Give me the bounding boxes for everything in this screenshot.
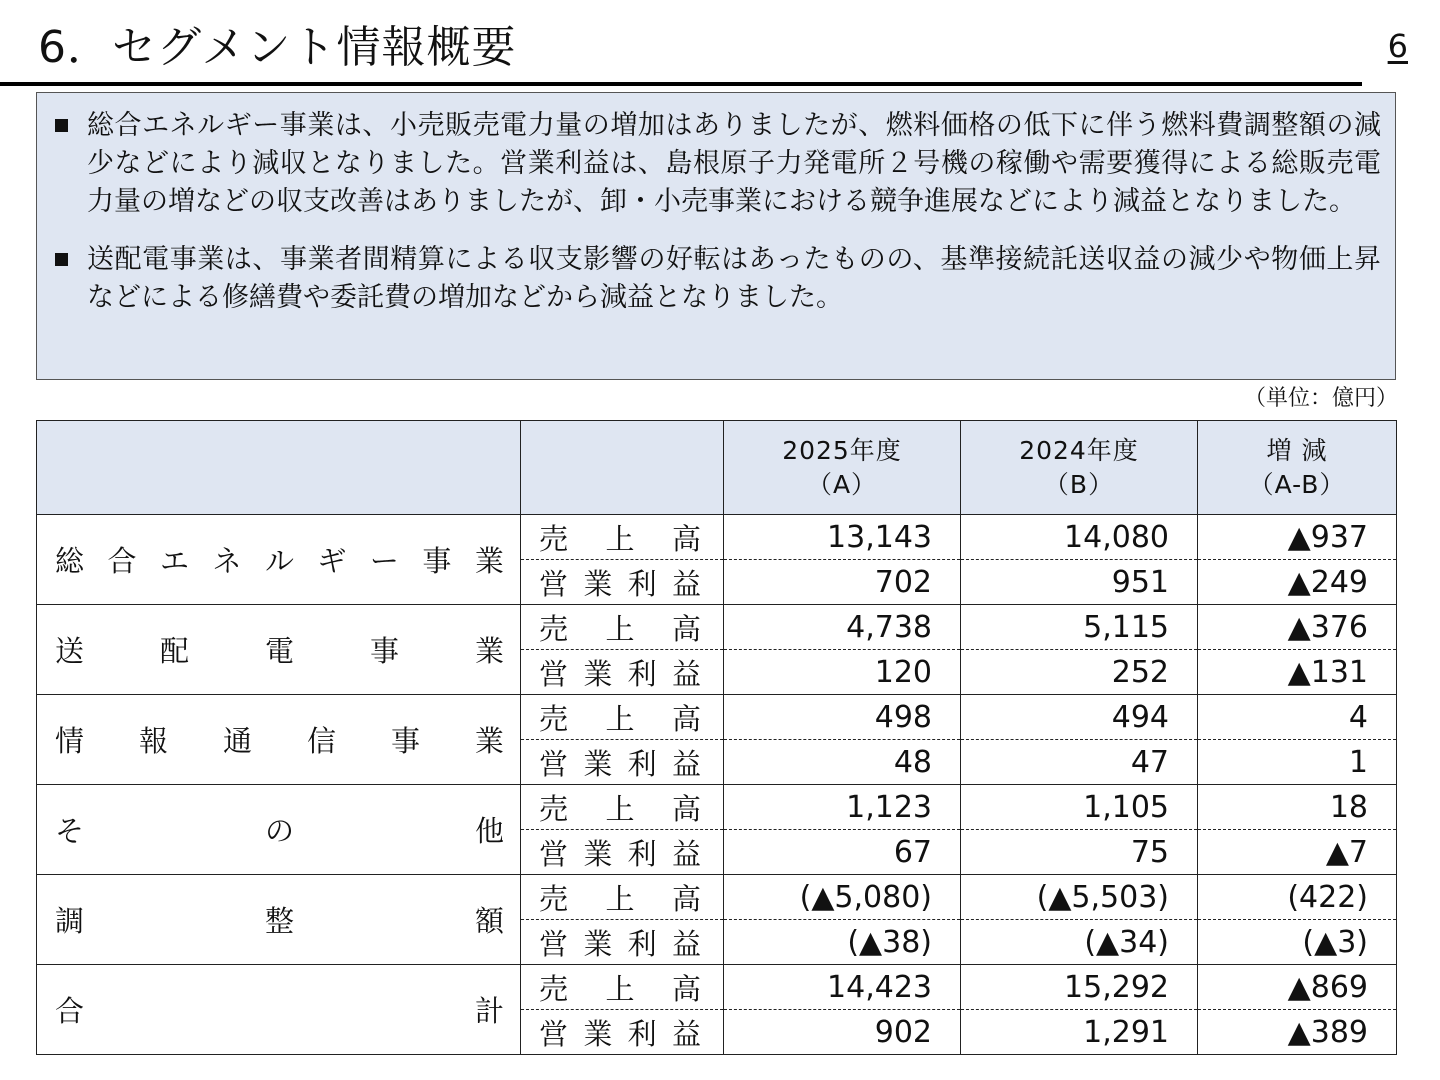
segment-name-char: 事 — [369, 634, 399, 668]
segment-name-char: 業 — [474, 724, 504, 758]
item-profit-label — [521, 560, 724, 605]
item-label-char: 営 — [539, 656, 569, 691]
item-label-char: 益 — [671, 1016, 701, 1051]
item-label-char: 上 — [605, 521, 635, 556]
value-fy2024: 494 — [961, 695, 1198, 740]
segment-name-char: 信 — [306, 724, 336, 758]
segment-name — [55, 719, 504, 760]
value-fy2024: (▲5,503) — [961, 875, 1198, 920]
segment-name — [55, 539, 504, 580]
item-label-char: 利 — [627, 746, 657, 781]
value-fy2025: (▲5,080) — [724, 875, 961, 920]
segment-name-char: 電 — [264, 634, 294, 668]
header-fy2025-label: 2025年度 — [782, 435, 902, 465]
header-diff-sub: （A-B） — [1248, 469, 1346, 499]
item-label-char: 利 — [627, 566, 657, 601]
value-fy2025: 67 — [724, 830, 961, 875]
header-segment-cell — [37, 421, 521, 515]
table-header-row — [37, 421, 1397, 515]
title-rule — [0, 82, 1362, 86]
item-label-char: 益 — [671, 926, 701, 961]
item-label-char: 売 — [539, 791, 569, 826]
item-sales-label — [521, 965, 724, 1010]
item-label-char: 高 — [671, 521, 701, 556]
value-fy2025: 902 — [724, 1010, 961, 1055]
item-label-char: 売 — [539, 521, 569, 556]
item-label-char: 益 — [671, 656, 701, 691]
item-label-char: 営 — [539, 566, 569, 601]
segment-name-char: 送 — [55, 634, 85, 668]
segment-name-char: 合 — [107, 544, 137, 578]
segment-name-char: ル — [264, 544, 294, 578]
value-fy2024: (▲34) — [961, 920, 1198, 965]
value-fy2024: 951 — [961, 560, 1198, 605]
value-fy2025: 13,143 — [724, 515, 961, 560]
item-label-char: 業 — [583, 656, 613, 691]
segment-name-cell — [37, 605, 521, 695]
segment-name-char: 調 — [55, 904, 85, 938]
item-sales-label — [521, 515, 724, 560]
table-row — [37, 515, 1397, 560]
segment-name-char: そ — [55, 814, 85, 848]
segment-name-char: 事 — [390, 724, 420, 758]
segment-name-char: 整 — [264, 904, 294, 938]
item-label-char: 高 — [671, 791, 701, 826]
unit-label: （単位：億円） — [1243, 386, 1398, 411]
segment-name-char: ー — [369, 544, 399, 578]
value-fy2024: 252 — [961, 650, 1198, 695]
item-label-char: 上 — [605, 971, 635, 1006]
item-label-char: 高 — [671, 611, 701, 646]
item-profit-label — [521, 920, 724, 965]
segment-name — [55, 899, 504, 940]
segment-name-char: の — [264, 814, 294, 848]
value-diff: ▲7 — [1198, 830, 1397, 875]
item-profit-label — [521, 830, 724, 875]
page-title: 6．セグメント情報概要 — [38, 22, 517, 73]
item-label-char: 業 — [583, 926, 613, 961]
segment-name-char: ギ — [317, 544, 347, 578]
item-label-char: 業 — [583, 836, 613, 871]
item-sales-label — [521, 785, 724, 830]
summary-box — [36, 92, 1396, 380]
value-fy2024: 75 — [961, 830, 1198, 875]
item-profit-label — [521, 1010, 724, 1055]
item-label-char: 利 — [627, 656, 657, 691]
value-diff: 18 — [1198, 785, 1397, 830]
item-sales-label — [521, 875, 724, 920]
value-fy2024: 5,115 — [961, 605, 1198, 650]
header-fy2024-sub: （B） — [1043, 469, 1115, 499]
segment-name-cell — [37, 785, 521, 875]
value-fy2025: 498 — [724, 695, 961, 740]
item-label-char: 益 — [671, 746, 701, 781]
item-label-char: 益 — [671, 836, 701, 871]
value-fy2025: (▲38) — [724, 920, 961, 965]
segment-name — [55, 989, 504, 1030]
value-fy2025: 14,423 — [724, 965, 961, 1010]
value-fy2025: 120 — [724, 650, 961, 695]
value-diff: ▲249 — [1198, 560, 1397, 605]
item-label-char: 上 — [605, 791, 635, 826]
segment-name-cell — [37, 965, 521, 1055]
segment-table — [36, 420, 1397, 1055]
item-profit-label — [521, 650, 724, 695]
item-label-char: 業 — [583, 746, 613, 781]
table-row — [37, 965, 1397, 1010]
segment-name — [55, 809, 504, 850]
segment-name — [55, 629, 504, 670]
item-label-char: 売 — [539, 701, 569, 736]
item-sales-label — [521, 605, 724, 650]
item-label-char: 営 — [539, 1016, 569, 1051]
value-fy2025: 48 — [724, 740, 961, 785]
item-label-char: 益 — [671, 566, 701, 601]
item-label-char: 利 — [627, 836, 657, 871]
segment-name-char: ネ — [212, 544, 242, 578]
value-diff: ▲389 — [1198, 1010, 1397, 1055]
value-diff: ▲869 — [1198, 965, 1397, 1010]
table-row — [37, 695, 1397, 740]
summary-bullet — [53, 241, 1381, 317]
segment-name-cell — [37, 515, 521, 605]
value-diff: (▲3) — [1198, 920, 1397, 965]
item-label-char: 利 — [627, 926, 657, 961]
segment-name-char: エ — [159, 544, 189, 578]
value-diff: 1 — [1198, 740, 1397, 785]
table-row — [37, 785, 1397, 830]
square-bullet-icon — [55, 119, 68, 132]
item-sales-label — [521, 695, 724, 740]
value-fy2025: 702 — [724, 560, 961, 605]
segment-name-char: 事 — [422, 544, 452, 578]
item-label-char: 高 — [671, 701, 701, 736]
item-label-char: 利 — [627, 1016, 657, 1051]
value-fy2024: 1,291 — [961, 1010, 1198, 1055]
value-diff: (422) — [1198, 875, 1397, 920]
header-fy2025 — [724, 421, 961, 515]
item-label-char: 売 — [539, 971, 569, 1006]
segment-name-char: 他 — [474, 814, 504, 848]
item-label-char: 高 — [671, 881, 701, 916]
item-label-char: 営 — [539, 746, 569, 781]
segment-name-char: 総 — [55, 544, 85, 578]
item-label-char: 高 — [671, 971, 701, 1006]
summary-bullet-text: 総合エネルギー事業は、小売販売電力量の増加はありましたが、燃料価格の低下に伴う燃料費調整額の減少などにより減収となりました。営業利益は、島根原子力発電所２号機の稼働や需要獲得による総販売電力量の増などの収支改善はありましたが、卸・小売事業における競争進展などにより減益となりました。 — [87, 110, 1381, 217]
table-row — [37, 875, 1397, 920]
segment-name-cell — [37, 875, 521, 965]
value-diff: ▲131 — [1198, 650, 1397, 695]
item-label-char: 営 — [539, 926, 569, 961]
value-fy2024: 1,105 — [961, 785, 1198, 830]
value-diff: 4 — [1198, 695, 1397, 740]
segment-name-char: 業 — [474, 634, 504, 668]
segment-name-char: 通 — [222, 724, 252, 758]
item-label-char: 業 — [583, 1016, 613, 1051]
square-bullet-icon — [55, 253, 68, 266]
item-profit-label — [521, 740, 724, 785]
item-label-char: 営 — [539, 836, 569, 871]
value-fy2025: 1,123 — [724, 785, 961, 830]
value-fy2024: 15,292 — [961, 965, 1198, 1010]
header-diff — [1198, 421, 1397, 515]
value-fy2024: 47 — [961, 740, 1198, 785]
value-diff: ▲937 — [1198, 515, 1397, 560]
segment-name-char: 業 — [474, 544, 504, 578]
segment-name-char: 計 — [474, 994, 504, 1028]
header-fy2024 — [961, 421, 1198, 515]
header-item-cell — [521, 421, 724, 515]
summary-bullet-text: 送配電事業は、事業者間精算による収支影響の好転はあったものの、基準接続託送収益の減少や物価上昇などによる修繕費や委託費の増加などから減益となりました。 — [87, 244, 1381, 313]
item-label-char: 上 — [605, 611, 635, 646]
header-fy2025-sub: （A） — [806, 469, 878, 499]
page-number: 6 — [1387, 27, 1408, 65]
segment-name-char: 配 — [159, 634, 189, 668]
item-label-char: 業 — [583, 566, 613, 601]
segment-name-char: 報 — [138, 724, 168, 758]
segment-name-char: 合 — [55, 994, 85, 1028]
item-label-char: 売 — [539, 611, 569, 646]
value-fy2025: 4,738 — [724, 605, 961, 650]
header-diff-label: 増 減 — [1266, 435, 1328, 465]
item-label-char: 上 — [605, 701, 635, 736]
value-diff: ▲376 — [1198, 605, 1397, 650]
segment-name-char: 額 — [474, 904, 504, 938]
item-label-char: 売 — [539, 881, 569, 916]
table-row — [37, 605, 1397, 650]
segment-name-cell — [37, 695, 521, 785]
summary-bullet — [53, 107, 1381, 221]
item-label-char: 上 — [605, 881, 635, 916]
segment-name-char: 情 — [55, 724, 85, 758]
header-fy2024-label: 2024年度 — [1019, 435, 1139, 465]
value-fy2024: 14,080 — [961, 515, 1198, 560]
